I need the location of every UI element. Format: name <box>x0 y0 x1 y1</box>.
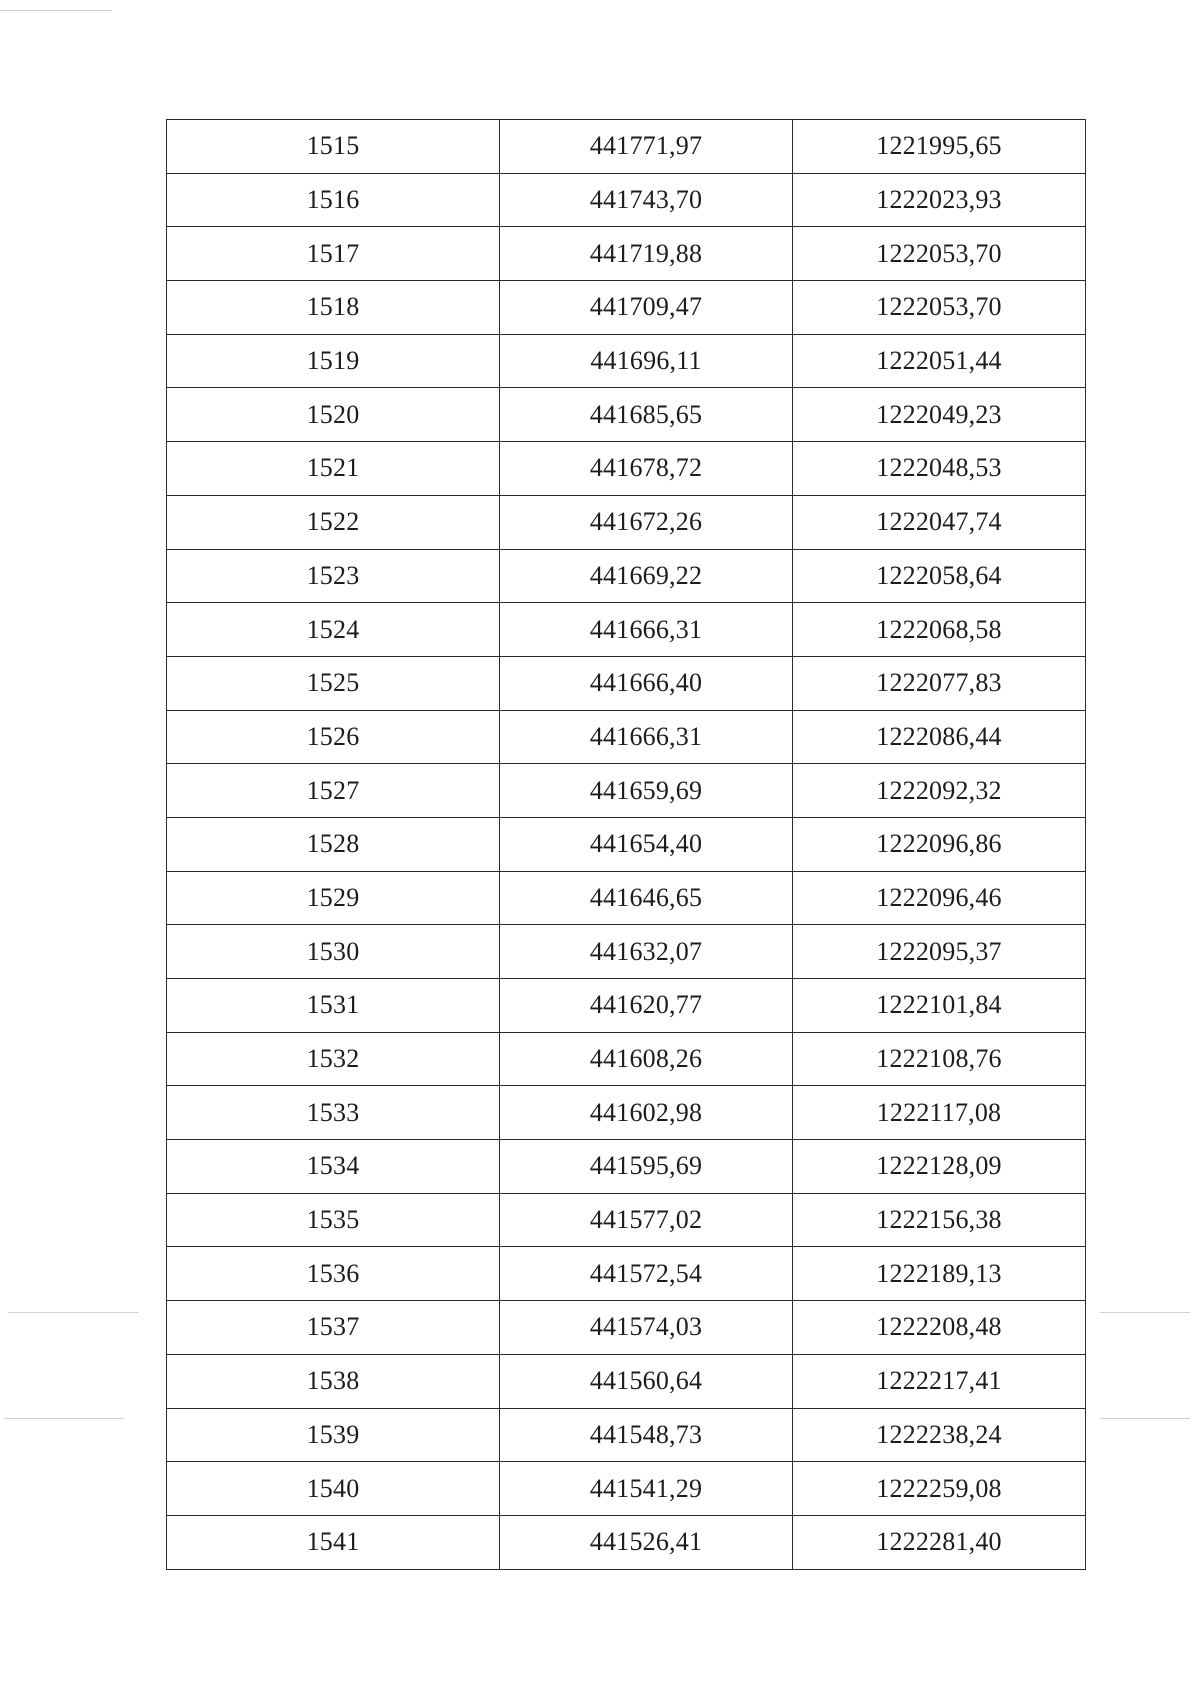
table-row <box>167 1462 1086 1516</box>
y-coordinate-cell: 1221995,65 <box>793 120 1086 174</box>
scan-artifact <box>8 1312 138 1313</box>
table-row <box>167 442 1086 496</box>
y-coordinate-cell: 1222096,46 <box>793 871 1086 925</box>
x-coordinate-cell: 441577,02 <box>500 1193 793 1247</box>
table-row <box>167 1247 1086 1301</box>
y-coordinate-cell: 1222053,70 <box>793 227 1086 281</box>
point-number-cell: 1515 <box>167 120 500 174</box>
table-row <box>167 925 1086 979</box>
y-coordinate-cell: 1222238,24 <box>793 1408 1086 1462</box>
point-number-cell: 1524 <box>167 603 500 657</box>
x-coordinate-cell: 441646,65 <box>500 871 793 925</box>
scan-artifact <box>4 1418 124 1419</box>
table-row <box>167 334 1086 388</box>
y-coordinate-cell: 1222047,74 <box>793 495 1086 549</box>
point-number-cell: 1527 <box>167 764 500 818</box>
point-number-cell: 1522 <box>167 495 500 549</box>
x-coordinate-cell: 441541,29 <box>500 1462 793 1516</box>
table-body <box>167 120 1086 1570</box>
y-coordinate-cell: 1222049,23 <box>793 388 1086 442</box>
y-coordinate-cell: 1222208,48 <box>793 1301 1086 1355</box>
y-coordinate-cell: 1222096,86 <box>793 817 1086 871</box>
y-coordinate-cell: 1222095,37 <box>793 925 1086 979</box>
table-row <box>167 495 1086 549</box>
y-coordinate-cell: 1222108,76 <box>793 1032 1086 1086</box>
scan-artifact <box>1100 1418 1190 1419</box>
point-number-cell: 1540 <box>167 1462 500 1516</box>
table-row <box>167 281 1086 335</box>
x-coordinate-cell: 441743,70 <box>500 173 793 227</box>
y-coordinate-cell: 1222101,84 <box>793 979 1086 1033</box>
point-number-cell: 1519 <box>167 334 500 388</box>
x-coordinate-cell: 441666,40 <box>500 656 793 710</box>
table-row <box>167 1193 1086 1247</box>
point-number-cell: 1533 <box>167 1086 500 1140</box>
x-coordinate-cell: 441666,31 <box>500 603 793 657</box>
table-row <box>167 1515 1086 1569</box>
x-coordinate-cell: 441771,97 <box>500 120 793 174</box>
y-coordinate-cell: 1222058,64 <box>793 549 1086 603</box>
x-coordinate-cell: 441659,69 <box>500 764 793 818</box>
table-row <box>167 871 1086 925</box>
point-number-cell: 1536 <box>167 1247 500 1301</box>
point-number-cell: 1539 <box>167 1408 500 1462</box>
y-coordinate-cell: 1222128,09 <box>793 1140 1086 1194</box>
scan-artifact <box>0 10 112 11</box>
y-coordinate-cell: 1222189,13 <box>793 1247 1086 1301</box>
x-coordinate-cell: 441548,73 <box>500 1408 793 1462</box>
x-coordinate-cell: 441595,69 <box>500 1140 793 1194</box>
x-coordinate-cell: 441666,31 <box>500 710 793 764</box>
point-number-cell: 1530 <box>167 925 500 979</box>
point-number-cell: 1521 <box>167 442 500 496</box>
y-coordinate-cell: 1222281,40 <box>793 1515 1086 1569</box>
x-coordinate-cell: 441654,40 <box>500 817 793 871</box>
x-coordinate-cell: 441574,03 <box>500 1301 793 1355</box>
point-number-cell: 1517 <box>167 227 500 281</box>
point-number-cell: 1541 <box>167 1515 500 1569</box>
x-coordinate-cell: 441669,22 <box>500 549 793 603</box>
table-row <box>167 764 1086 818</box>
y-coordinate-cell: 1222086,44 <box>793 710 1086 764</box>
coordinates-table <box>166 119 1086 1570</box>
point-number-cell: 1523 <box>167 549 500 603</box>
y-coordinate-cell: 1222048,53 <box>793 442 1086 496</box>
table-row <box>167 1140 1086 1194</box>
table-row <box>167 656 1086 710</box>
y-coordinate-cell: 1222156,38 <box>793 1193 1086 1247</box>
x-coordinate-cell: 441620,77 <box>500 979 793 1033</box>
point-number-cell: 1535 <box>167 1193 500 1247</box>
table-row <box>167 979 1086 1033</box>
y-coordinate-cell: 1222259,08 <box>793 1462 1086 1516</box>
x-coordinate-cell: 441672,26 <box>500 495 793 549</box>
y-coordinate-cell: 1222092,32 <box>793 764 1086 818</box>
point-number-cell: 1531 <box>167 979 500 1033</box>
x-coordinate-cell: 441685,65 <box>500 388 793 442</box>
table-row <box>167 710 1086 764</box>
x-coordinate-cell: 441560,64 <box>500 1354 793 1408</box>
point-number-cell: 1516 <box>167 173 500 227</box>
y-coordinate-cell: 1222117,08 <box>793 1086 1086 1140</box>
point-number-cell: 1528 <box>167 817 500 871</box>
table-row <box>167 1032 1086 1086</box>
x-coordinate-cell: 441608,26 <box>500 1032 793 1086</box>
table-row <box>167 1301 1086 1355</box>
point-number-cell: 1532 <box>167 1032 500 1086</box>
y-coordinate-cell: 1222053,70 <box>793 281 1086 335</box>
y-coordinate-cell: 1222051,44 <box>793 334 1086 388</box>
table-row <box>167 173 1086 227</box>
table-row <box>167 549 1086 603</box>
table-row <box>167 1408 1086 1462</box>
point-number-cell: 1534 <box>167 1140 500 1194</box>
table-row <box>167 1086 1086 1140</box>
x-coordinate-cell: 441709,47 <box>500 281 793 335</box>
x-coordinate-cell: 441572,54 <box>500 1247 793 1301</box>
x-coordinate-cell: 441719,88 <box>500 227 793 281</box>
y-coordinate-cell: 1222023,93 <box>793 173 1086 227</box>
y-coordinate-cell: 1222068,58 <box>793 603 1086 657</box>
scan-artifact <box>1100 1312 1190 1313</box>
table-row <box>167 388 1086 442</box>
y-coordinate-cell: 1222217,41 <box>793 1354 1086 1408</box>
point-number-cell: 1525 <box>167 656 500 710</box>
x-coordinate-cell: 441526,41 <box>500 1515 793 1569</box>
table-row <box>167 1354 1086 1408</box>
point-number-cell: 1526 <box>167 710 500 764</box>
x-coordinate-cell: 441696,11 <box>500 334 793 388</box>
x-coordinate-cell: 441632,07 <box>500 925 793 979</box>
point-number-cell: 1537 <box>167 1301 500 1355</box>
table-row <box>167 603 1086 657</box>
y-coordinate-cell: 1222077,83 <box>793 656 1086 710</box>
point-number-cell: 1538 <box>167 1354 500 1408</box>
x-coordinate-cell: 441602,98 <box>500 1086 793 1140</box>
point-number-cell: 1518 <box>167 281 500 335</box>
x-coordinate-cell: 441678,72 <box>500 442 793 496</box>
point-number-cell: 1520 <box>167 388 500 442</box>
table-row <box>167 227 1086 281</box>
point-number-cell: 1529 <box>167 871 500 925</box>
table-row <box>167 817 1086 871</box>
table-row <box>167 120 1086 174</box>
